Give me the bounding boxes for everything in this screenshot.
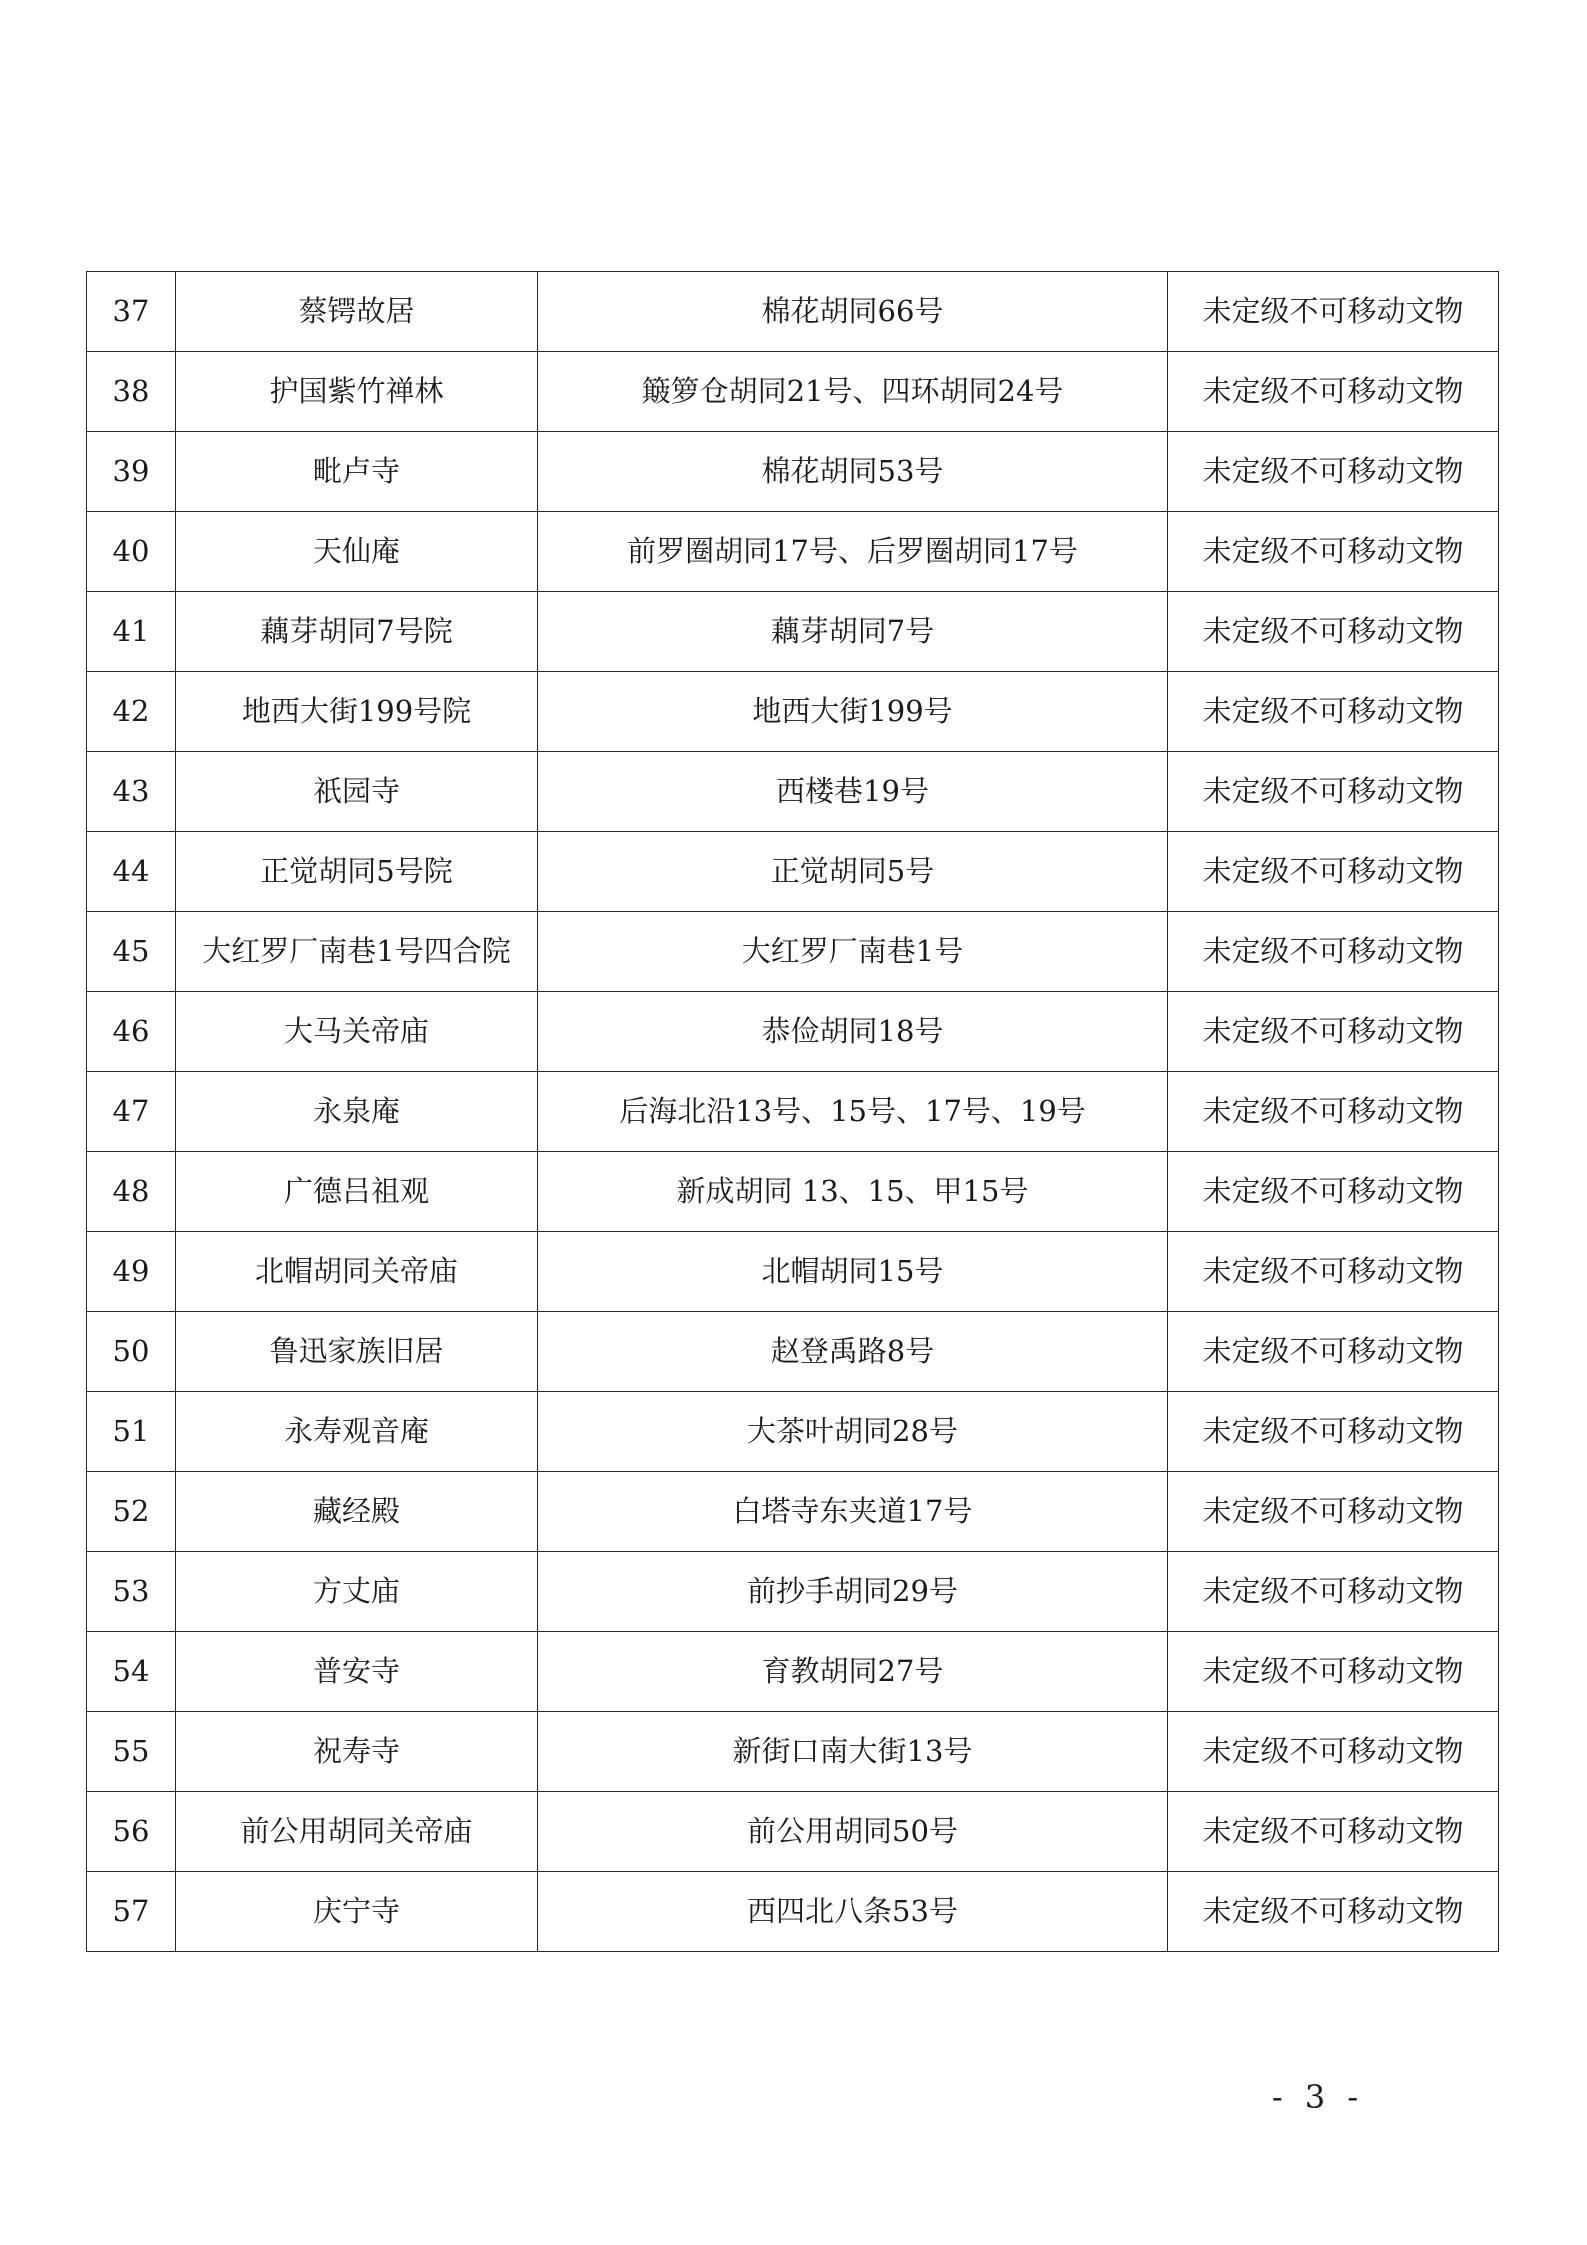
site-name-cell: 前公用胡同关帝庙 (176, 1792, 538, 1872)
table-body (87, 272, 1499, 1952)
protection-level-cell: 未定级不可移动文物 (1168, 432, 1499, 512)
row-number-cell: 43 (87, 752, 176, 832)
table-row (87, 1792, 1499, 1872)
row-number-cell: 57 (87, 1872, 176, 1952)
protection-level-cell: 未定级不可移动文物 (1168, 512, 1499, 592)
row-number-cell: 52 (87, 1472, 176, 1552)
protection-level-cell: 未定级不可移动文物 (1168, 1152, 1499, 1232)
row-number-cell: 54 (87, 1632, 176, 1712)
protection-level-cell: 未定级不可移动文物 (1168, 992, 1499, 1072)
address-cell: 正觉胡同5号 (538, 832, 1168, 912)
protection-level-cell: 未定级不可移动文物 (1168, 912, 1499, 992)
table-row (87, 992, 1499, 1072)
address-cell: 后海北沿13号、15号、17号、19号 (538, 1072, 1168, 1152)
protection-level-cell: 未定级不可移动文物 (1168, 752, 1499, 832)
table-row (87, 1472, 1499, 1552)
protection-level-cell: 未定级不可移动文物 (1168, 1712, 1499, 1792)
protection-level-cell: 未定级不可移动文物 (1168, 1792, 1499, 1872)
row-number-cell: 55 (87, 1712, 176, 1792)
table-row (87, 672, 1499, 752)
row-number-cell: 41 (87, 592, 176, 672)
address-cell: 棉花胡同53号 (538, 432, 1168, 512)
site-name-cell: 蔡锷故居 (176, 272, 538, 352)
site-name-cell: 大马关帝庙 (176, 992, 538, 1072)
protection-level-cell: 未定级不可移动文物 (1168, 1552, 1499, 1632)
address-cell: 赵登禹路8号 (538, 1312, 1168, 1392)
site-name-cell: 天仙庵 (176, 512, 538, 592)
protection-level-cell: 未定级不可移动文物 (1168, 672, 1499, 752)
row-number-cell: 40 (87, 512, 176, 592)
table-row (87, 592, 1499, 672)
row-number-cell: 51 (87, 1392, 176, 1472)
table-row (87, 1872, 1499, 1952)
site-name-cell: 庆宁寺 (176, 1872, 538, 1952)
page-number: - 3 - (1271, 2078, 1365, 2116)
address-cell: 地西大街199号 (538, 672, 1168, 752)
protection-level-cell: 未定级不可移动文物 (1168, 1232, 1499, 1312)
table-row (87, 1632, 1499, 1712)
row-number-cell: 38 (87, 352, 176, 432)
protection-level-cell: 未定级不可移动文物 (1168, 1632, 1499, 1712)
row-number-cell: 49 (87, 1232, 176, 1312)
table-row (87, 352, 1499, 432)
protection-level-cell: 未定级不可移动文物 (1168, 1472, 1499, 1552)
protection-level-cell: 未定级不可移动文物 (1168, 352, 1499, 432)
protection-level-cell: 未定级不可移动文物 (1168, 832, 1499, 912)
table-row (87, 1312, 1499, 1392)
row-number-cell: 45 (87, 912, 176, 992)
table-row (87, 752, 1499, 832)
address-cell: 前罗圈胡同17号、后罗圈胡同17号 (538, 512, 1168, 592)
address-cell: 恭俭胡同18号 (538, 992, 1168, 1072)
table-row (87, 1152, 1499, 1232)
protection-level-cell: 未定级不可移动文物 (1168, 1072, 1499, 1152)
site-name-cell: 鲁迅家族旧居 (176, 1312, 538, 1392)
row-number-cell: 56 (87, 1792, 176, 1872)
address-cell: 新街口南大街13号 (538, 1712, 1168, 1792)
protection-level-cell: 未定级不可移动文物 (1168, 272, 1499, 352)
address-cell: 藕芽胡同7号 (538, 592, 1168, 672)
site-name-cell: 祇园寺 (176, 752, 538, 832)
site-name-cell: 永寿观音庵 (176, 1392, 538, 1472)
row-number-cell: 46 (87, 992, 176, 1072)
table-row (87, 272, 1499, 352)
site-name-cell: 永泉庵 (176, 1072, 538, 1152)
table-row (87, 1072, 1499, 1152)
address-cell: 北帽胡同15号 (538, 1232, 1168, 1312)
row-number-cell: 53 (87, 1552, 176, 1632)
table-row (87, 432, 1499, 512)
table-row (87, 512, 1499, 592)
address-cell: 育教胡同27号 (538, 1632, 1168, 1712)
table-row (87, 1712, 1499, 1792)
site-name-cell: 方丈庙 (176, 1552, 538, 1632)
address-cell: 前抄手胡同29号 (538, 1552, 1168, 1632)
row-number-cell: 48 (87, 1152, 176, 1232)
site-name-cell: 护国紫竹禅林 (176, 352, 538, 432)
address-cell: 簸箩仓胡同21号、四环胡同24号 (538, 352, 1168, 432)
site-name-cell: 正觉胡同5号院 (176, 832, 538, 912)
site-name-cell: 普安寺 (176, 1632, 538, 1712)
protection-level-cell: 未定级不可移动文物 (1168, 1392, 1499, 1472)
row-number-cell: 47 (87, 1072, 176, 1152)
site-name-cell: 地西大街199号院 (176, 672, 538, 752)
site-name-cell: 祝寿寺 (176, 1712, 538, 1792)
address-cell: 西四北八条53号 (538, 1872, 1168, 1952)
site-name-cell: 北帽胡同关帝庙 (176, 1232, 538, 1312)
address-cell: 白塔寺东夹道17号 (538, 1472, 1168, 1552)
table-row (87, 1552, 1499, 1632)
table-row (87, 912, 1499, 992)
row-number-cell: 44 (87, 832, 176, 912)
address-cell: 新成胡同 13、15、甲15号 (538, 1152, 1168, 1232)
site-name-cell: 藕芽胡同7号院 (176, 592, 538, 672)
heritage-table (86, 271, 1499, 1952)
address-cell: 棉花胡同66号 (538, 272, 1168, 352)
address-cell: 前公用胡同50号 (538, 1792, 1168, 1872)
site-name-cell: 毗卢寺 (176, 432, 538, 512)
protection-level-cell: 未定级不可移动文物 (1168, 592, 1499, 672)
table-row (87, 1232, 1499, 1312)
row-number-cell: 50 (87, 1312, 176, 1392)
site-name-cell: 藏经殿 (176, 1472, 538, 1552)
address-cell: 大茶叶胡同28号 (538, 1392, 1168, 1472)
protection-level-cell: 未定级不可移动文物 (1168, 1312, 1499, 1392)
table-row (87, 832, 1499, 912)
row-number-cell: 37 (87, 272, 176, 352)
site-name-cell: 广德吕祖观 (176, 1152, 538, 1232)
row-number-cell: 39 (87, 432, 176, 512)
protection-level-cell: 未定级不可移动文物 (1168, 1872, 1499, 1952)
address-cell: 西楼巷19号 (538, 752, 1168, 832)
site-name-cell: 大红罗厂南巷1号四合院 (176, 912, 538, 992)
table-row (87, 1392, 1499, 1472)
row-number-cell: 42 (87, 672, 176, 752)
address-cell: 大红罗厂南巷1号 (538, 912, 1168, 992)
